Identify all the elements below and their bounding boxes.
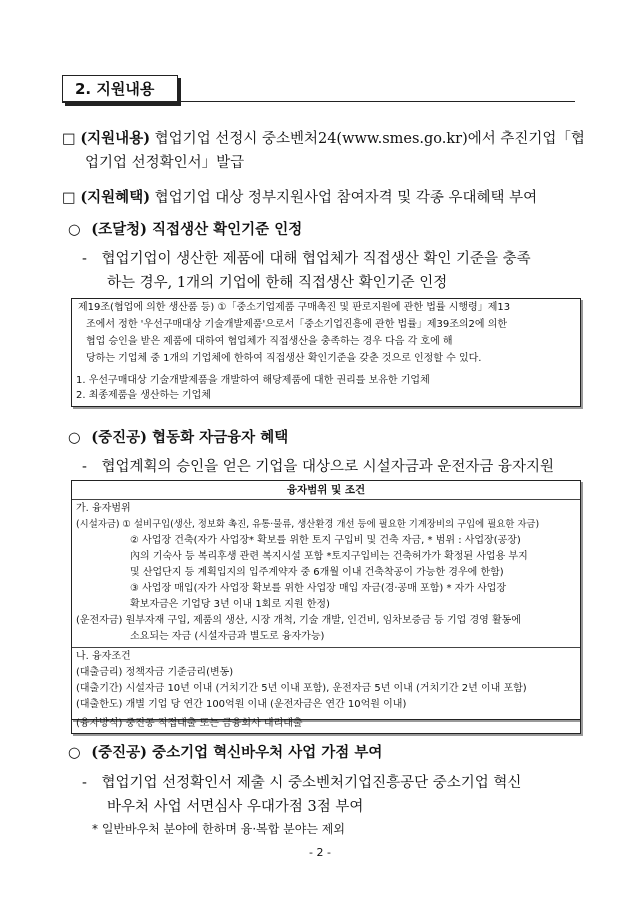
section-title: 2. 지원내용 (62, 75, 178, 103)
loan-line: 및 산업단지 등 계획입지의 입주계약자 중 6개월 이내 건축착공이 가능한 경우에 한함) (130, 567, 504, 578)
dash-text-cont: 하는 경우, 1개의 기업에 한해 직접생산 확인기준 인정 (107, 275, 448, 291)
checkbox-icon: □ (62, 131, 76, 147)
loan-line: (운전자금) 원부자재 구입, 제품의 생산, 시장 개척, 기술 개발, 인건비, 임차보증금 등 기업 경영 활동에 (76, 615, 521, 626)
loan-line: (대출금리) 정책자금 기준금리(변동) (76, 667, 234, 678)
dash-marker: - (82, 251, 87, 267)
footnote: * 일반바우처 분야에 한하며 융·복합 분야는 제외 (92, 822, 345, 836)
item-text: 협업기업 대상 정부지원사업 참여자격 및 각종 우대혜택 부여 (150, 190, 538, 206)
item-support-benefit (62, 186, 537, 207)
checkbox-icon: □ (62, 190, 76, 206)
loan-conditions-box-tail (71, 717, 581, 734)
dash-text: 협업기업 선정확인서 제출 시 중소벤처기업진흥공단 중소기업 혁신 (101, 775, 522, 791)
law-line: 당하는 기업체 중 1개의 기업체에 한하여 직접생산 확인기준을 갖춘 것으로 인정할 수 있다. (86, 353, 482, 364)
loan-line: 가. 융자범위 (76, 503, 131, 514)
loan-line: ② 사업장 건축(자가 사업장* 확보를 위한 토지 구입비 및 건축 자금, * 범위 : 사업장(공장) (130, 535, 521, 546)
subheading-cooperative-loan (68, 426, 288, 447)
subheading-procurement (68, 218, 302, 239)
loan-line: 소요되는 자금 (시설자금과 별도로 융자가능) (130, 631, 325, 642)
item-label: (지원내용) (80, 130, 151, 147)
law-line: 협업 승인을 받은 제품에 대하여 협업체가 직접생산을 충족하는 경우 다음 각 호에 해 (86, 336, 453, 347)
item-label: (지원혜택) (80, 189, 151, 206)
loan-conditions-box (71, 480, 581, 720)
box-divider (72, 647, 580, 648)
loan-line: 內의 기숙사 등 복리후생 관련 복지시설 포함 *토지구입비는 건축허가가 확정된 사업용 부지 (130, 551, 528, 562)
law-line: 1. 우선구매대상 기술개발제품을 개발하여 해당제품에 대한 권리를 보유한 기업체 (76, 375, 430, 386)
page-number: - 2 - (309, 846, 331, 859)
law-line: 조에서 정한 '우선구매대상 기술개발제품'으로서「중소기업진흥에 관한 법률」제39조의2에 의한 (86, 319, 508, 330)
dash-item (82, 771, 521, 792)
item-support-content (62, 127, 585, 148)
item-text-cont: 업기업 선정확인서」발급 (85, 155, 245, 171)
law-quote-box (71, 298, 581, 407)
dash-item (82, 455, 554, 476)
dash-text: 협업기업이 생산한 제품에 대해 협업체가 직접생산 확인 기준을 충족 (101, 251, 531, 267)
subheading-text: (중진공) 중소기업 혁신바우처 사업 가점 부여 (91, 744, 383, 761)
subheading-innovation-voucher (68, 741, 382, 762)
loan-line: (대출한도) 개별 기업 당 연간 100억원 이내 (운전자금은 연간 10억원 이내) (76, 699, 407, 710)
dash-marker: - (82, 459, 87, 475)
item-text: 협업기업 선정시 중소벤처24(www.smes.go.kr)에서 추진기업「협 (150, 131, 585, 147)
loan-line: (대출기간) 시설자금 10년 이내 (거치기간 5년 이내 포함), 운전자금 5년 이내 (거치기간 2년 이내 포함) (76, 683, 527, 694)
loan-line: (융자방식) 중진공 직접대출 또는 금융회사 대리대출 (76, 718, 303, 729)
circle-bullet-icon: ○ (68, 222, 81, 238)
dash-text: 협업계획의 승인을 얻은 기업을 대상으로 시설자금과 운전자금 융자지원 (101, 459, 554, 475)
circle-bullet-icon: ○ (68, 430, 81, 446)
law-line: 제19조(협업에 의한 생산품 등) ①「중소기업제품 구매촉진 및 판로지원에 관한 법률 시행령」제13 (78, 302, 511, 313)
section-divider (62, 101, 575, 102)
loan-line: 나. 융자조건 (76, 651, 131, 662)
circle-bullet-icon: ○ (68, 745, 81, 761)
box-divider (72, 499, 580, 500)
loan-line: 확보자금은 기업당 3년 이내 1회로 지원 한정) (130, 599, 330, 610)
dash-text-cont: 바우처 사업 서면심사 우대가점 3점 부여 (107, 799, 364, 815)
dash-marker: - (82, 775, 87, 791)
loan-line: ③ 사업장 매입(자가 사업장 확보를 위한 사업장 매입 자금(경·공매 포함) * 자가 사업장 (130, 583, 507, 594)
loan-line: (시설자금) ① 설비구입(생산, 정보화 촉진, 유통·물류, 생산환경 개선 등에 필요한 기계장비의 구입에 필요한 자금) (76, 519, 540, 530)
dash-item (82, 247, 531, 268)
subheading-text: (중진공) 협동화 자금융자 혜택 (91, 429, 289, 446)
subheading-text: (조달청) 직접생산 확인기준 인정 (91, 221, 303, 238)
box-title: 융자범위 및 조건 (286, 484, 366, 496)
law-line: 2. 최종제품을 생산하는 기업체 (76, 390, 211, 401)
